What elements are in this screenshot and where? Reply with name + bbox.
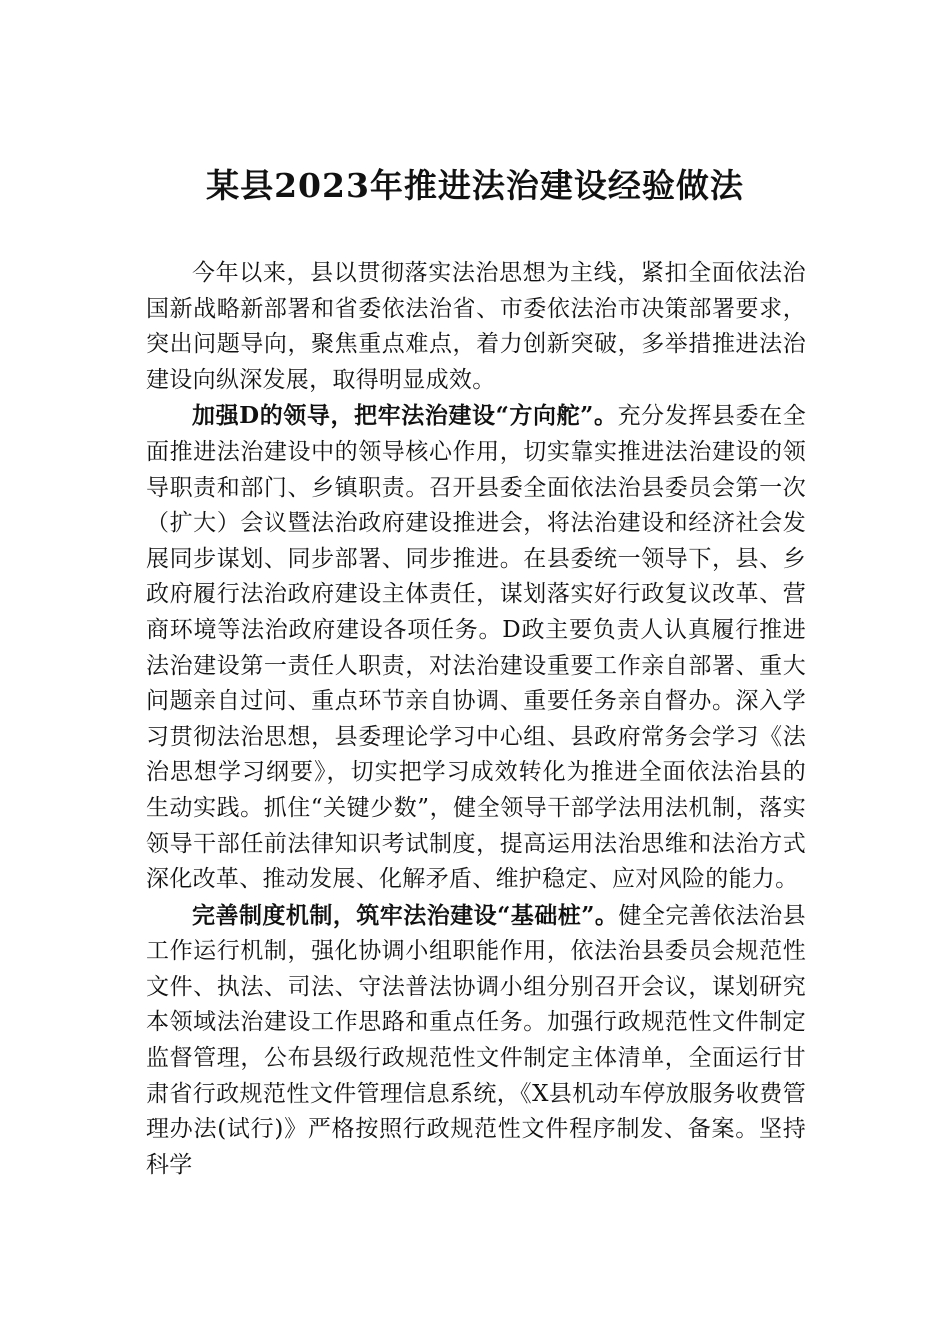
paragraph-text: 健全完善依法治县工作运行机制，强化协调小组职能作用，依法治县委员会规范性文件、执法、司法、守法普法协调小组分别召开会议，谋划研究本领域法治建设工作思路和重点任务。加强行政规范性文件制定监督管理，公布县级行政规范性文件制定主体清单，全面运行甘肃省行政规范性文件管理信息系统，《X县机动车停放服务收费管理办法(试行)》严格按照行政规范性文件程序制发、备案。坚持科学: [146, 902, 806, 1178]
paragraph-text: 充分发挥县委在全面推进法治建设中的领导核心作用，切实靠实推进法治建设的领导职责和部门、乡镇职责。召开县委全面依法治县委员会第一次（扩大）会议暨法治政府建设推进会，将法治建设和经济社会发展同步谋划、同步部署、同步推进。在县委统一领导下，县、乡政府履行法治政府建设主体责任，谋划落实好行政复议改革、营商环境等法治政府建设各项任务。D政主要负责人认真履行推进法治建设第一责任人职责，对法治建设重要工作亲自部署、重大问题亲自过问、重点环节亲自协调、重要任务亲自督办。深入学习贯彻法治思想，县委理论学习中心组、县政府常务会学习《法治思想学习纲要》，切实把学习成效转化为推进全面依法治县的生动实践。抓住“关键少数”，健全领导干部学法用法机制，落实领导干部任前法律知识考试制度，提高运用法治思维和法治方式深化改革、推动发展、化解矛盾、维护稳定、应对风险的能力。: [146, 403, 806, 893]
paragraph-lead: 完善制度机制，筑牢法治建设“基础桩”。: [192, 901, 619, 929]
document-body: [146, 255, 806, 1183]
paragraph-lead: 加强D的领导，把牢法治建设“方向舵”。: [192, 402, 618, 430]
paragraph-intro: [146, 255, 806, 398]
paragraph-text: 今年以来，县以贯彻落实法治思想为主线，紧扣全面依法治国新战略新部署和省委依法治省、市委依法治市决策部署要求，突出问题导向，聚焦重点难点，着力创新突破，多举措推进法治建设向纵深发展，取得明显成效。: [146, 260, 806, 393]
document-title: 某县2023年推进法治建设经验做法: [206, 166, 744, 205]
paragraph-institutions: [146, 898, 806, 1184]
paragraph-leadership: [146, 398, 806, 897]
